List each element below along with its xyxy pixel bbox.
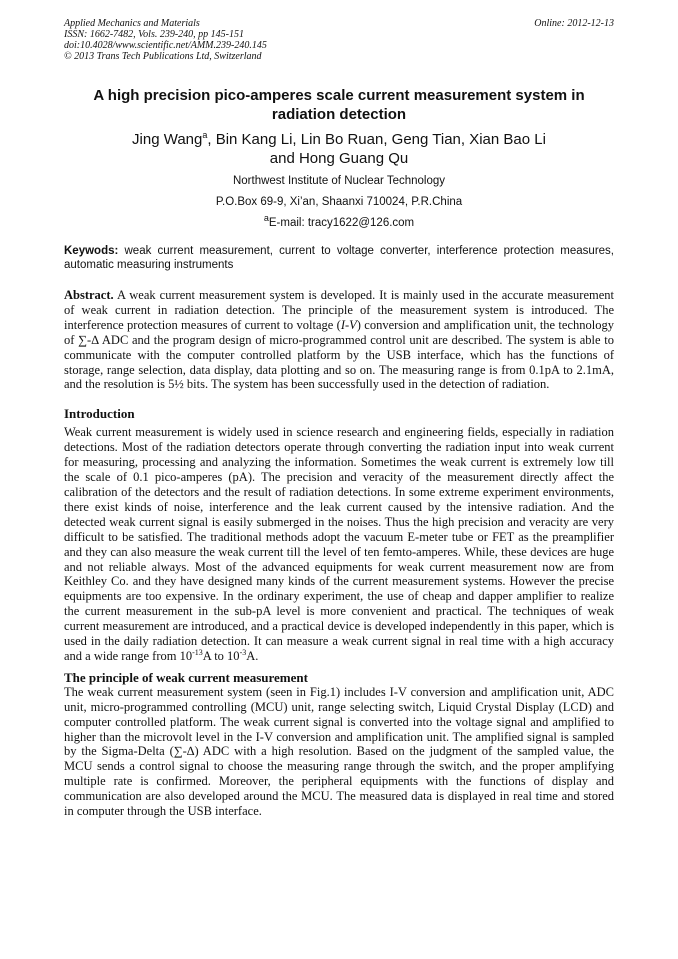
online-date: Online: 2012-12-13: [534, 18, 614, 29]
introduction-text: [64, 425, 614, 664]
intro-body: Weak current measurement is widely used in science research and engineering fields, especially in radiation detections. Most of the radiation detectors operate through converting the radiation input into weak current for measuring, processing and analyzing the information. Sometimes the weak current is extremely low till the scale of 0.1 pico-amperes (pA). The precision and veracity of the measurement directly affect the calibration of the detectors and the result of radiation detections. In some extreme experiment environments, there exist kinds of noise, interference and the leak current caused by the intensive radiation. And the detected weak current signal is easily submerged in the noises. Thus the high precision and veracity are very difficult to be satisfied. The traditional methods adopt the vacuum E-meter tube or FET as the preamplifier and they can also measure the weak current till the level of ten femto-amperes. While, these devices are huge and not reliable always. Most of the advanced equipments for weak current measurement now are from Keithley Co. and they have designed many kinds of the current measurement systems. However the precise equipments are too expensive. In the ordinary experiment, the use of cheap and dapper amplifier to realize the current measurement in the sub-pA level is more convenient and practical. The techniques of weak current measurement are introduced, and a practical device is developed independently in this paper, which is used in the daily radiation detection. It can measure a weak current signal in real time with a high accuracy and a wide range from 10: [64, 425, 614, 663]
author-first: Jing Wang: [132, 131, 203, 148]
author-first-sup: a: [202, 130, 208, 140]
principle-heading: The principle of weak current measurement: [64, 669, 308, 685]
keywords: [64, 244, 614, 272]
running-header: [64, 18, 614, 62]
author-rest: , Bin Kang Li, Lin Bo Ruan, Geng Tian, Xian Bao Li: [207, 131, 546, 148]
affiliation: [64, 174, 614, 230]
issn-line: ISSN: 1662-7482, Vols. 239-240, pp 145-151: [64, 29, 244, 40]
author-last: and Hong Guang Qu: [269, 150, 409, 167]
institute: Northwest Institute of Nuclear Technology: [232, 175, 445, 187]
email: E-mail: tracy1622@126.com: [268, 217, 415, 229]
abstract-label: Abstract.: [64, 288, 114, 302]
principle-text: The weak current measurement system (seen in Fig.1) includes I-V conversion and amplification unit, ADC unit, micro-programmed controlling (MCU) unit, range selecting switch, Liquid Crystal Display (LCD) and computer controlled platform. The weak current signal is converted into the voltage signal and amplified to higher than the microvolt level in the I-V conversion and amplification unit. The amplified signal is sampled by the Sigma-Delta (∑-∆) ADC with a high resolution. Based on the judgment of the sampled value, the MCU sends a control signal to choose the measuring range through the switch, and the proper amplifying multiple rate is confirmed. Moreover, the peripheral equipments with the functions of display and communication are also developed around the MCU. The measured data is displayed in real time and stored in computer through the USB interface.: [64, 684, 614, 819]
email-line: [64, 213, 614, 230]
intro-exp-2: -3: [239, 647, 247, 657]
author-list: [64, 130, 614, 168]
keywords-label: Keywods:: [64, 245, 119, 257]
email-sup: a: [263, 213, 269, 224]
address: P.O.Box 69-9, Xi’an, Shaanxi 710024, P.R.China: [215, 196, 463, 208]
paper-title: A high precision pico-amperes scale current measurement system in radiation detection: [93, 87, 585, 123]
introduction-heading: Introduction: [64, 406, 135, 422]
journal-name: Applied Mechanics and Materials: [64, 18, 200, 29]
abstract-iv: I-V: [340, 317, 357, 332]
abstract-text-2: ) conversion and amplification unit, the technology of ∑-∆ ADC and the program design of micro-programmed control unit are described. The system is able to communicate with the computer controlled platform by the USB interface, which has the functions of storage, range selection, data display, data plotting and so on. The measuring range is from 0.1pA to 2.1mA, and the resolution is 5½ bits. The system has been successfully used in the detection of radiation.: [64, 317, 614, 392]
abstract: [64, 288, 614, 392]
abstract-text-1: A weak current measurement system is developed. It is mainly used in the accurate measurement of weak current in radiation detection. The principle of the measurement system is introduced. The interference protection measures of current to voltage (: [64, 288, 614, 332]
keywords-text: weak current measurement, current to voltage converter, interference protection measures, automatic measuring instruments: [64, 245, 614, 271]
copyright-line: © 2013 Trans Tech Publications Ltd, Switzerland: [64, 51, 262, 62]
intro-exp-1: -13: [192, 647, 203, 657]
intro-end: A.: [246, 648, 259, 663]
intro-mid: A to 10: [202, 648, 240, 663]
paper-page: [64, 18, 614, 819]
doi-line: doi:10.4028/www.scientific.net/AMM.239-240.145: [64, 40, 267, 51]
